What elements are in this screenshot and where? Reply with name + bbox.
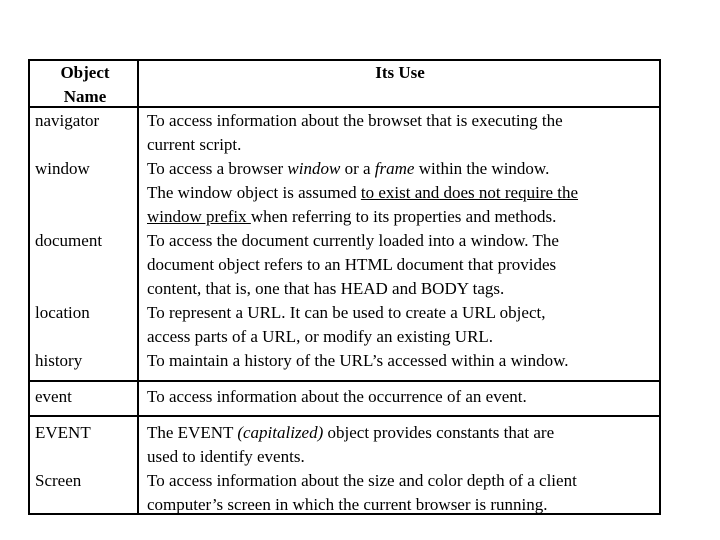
- use-window-line2: [147, 181, 578, 205]
- column-divider: [137, 59, 139, 515]
- use-event-line1: To access information about the occurrence of an event.: [147, 387, 527, 406]
- use-EVENT-text: object provides constants that are: [323, 423, 555, 442]
- header-name-line: Name: [63, 87, 107, 106]
- use-screen-line2: computer’s screen in which the current browser is running.: [147, 495, 548, 514]
- row-divider-history: [28, 380, 661, 382]
- use-EVENT-text: The EVENT: [147, 423, 238, 442]
- use-location-line2: access parts of a URL, or modify an existing URL.: [147, 327, 494, 346]
- use-history-line1: To maintain a history of the URL’s accessed within a window.: [147, 351, 569, 370]
- use-EVENT-line1: [147, 421, 554, 445]
- name-event: event: [35, 387, 72, 406]
- use-window-italic-frame: frame: [374, 159, 415, 178]
- row-divider-event: [28, 415, 661, 417]
- name-history: history: [35, 351, 83, 370]
- use-window-text: or a: [340, 159, 375, 178]
- name-window: window: [35, 159, 90, 178]
- use-window-text: when referring to its properties and methods.: [250, 207, 557, 226]
- header-object-name: [52, 61, 118, 109]
- use-window-text: within the window.: [414, 159, 550, 178]
- use-navigator-line1: To access information about the browset that is executing the: [147, 111, 563, 130]
- use-document-line3: content, that is, one that has HEAD and BODY tags.: [147, 279, 505, 298]
- name-screen: Screen: [35, 471, 82, 490]
- use-EVENT-line2: used to identify events.: [147, 447, 305, 466]
- use-navigator-line2: current script.: [147, 135, 242, 154]
- use-window-text: To access a browser: [147, 159, 288, 178]
- name-location: location: [35, 303, 90, 322]
- use-location-line1: To represent a URL. It can be used to create a URL object,: [147, 303, 546, 322]
- use-window-line1: [147, 157, 549, 181]
- header-divider: [28, 106, 661, 108]
- use-screen-line1: To access information about the size and color depth of a client: [147, 471, 577, 490]
- use-document-line1: To access the document currently loaded into a window. The: [147, 231, 559, 250]
- name-document: document: [35, 231, 103, 250]
- use-document-line2: document object refers to an HTML document that provides: [147, 255, 557, 274]
- use-window-underlined: window prefix: [147, 207, 251, 226]
- use-window-italic-window: window: [287, 159, 341, 178]
- use-window-line3: [147, 205, 556, 229]
- name-EVENT: EVENT: [35, 423, 91, 442]
- header-object-line: Object: [60, 63, 110, 82]
- use-window-text: The window object is assumed: [147, 183, 361, 202]
- use-EVENT-italic: (capitalized): [237, 423, 324, 442]
- header-its-use: Its Use: [375, 63, 425, 82]
- use-window-underlined: to exist and does not require the: [360, 183, 579, 202]
- name-navigator: navigator: [35, 111, 100, 130]
